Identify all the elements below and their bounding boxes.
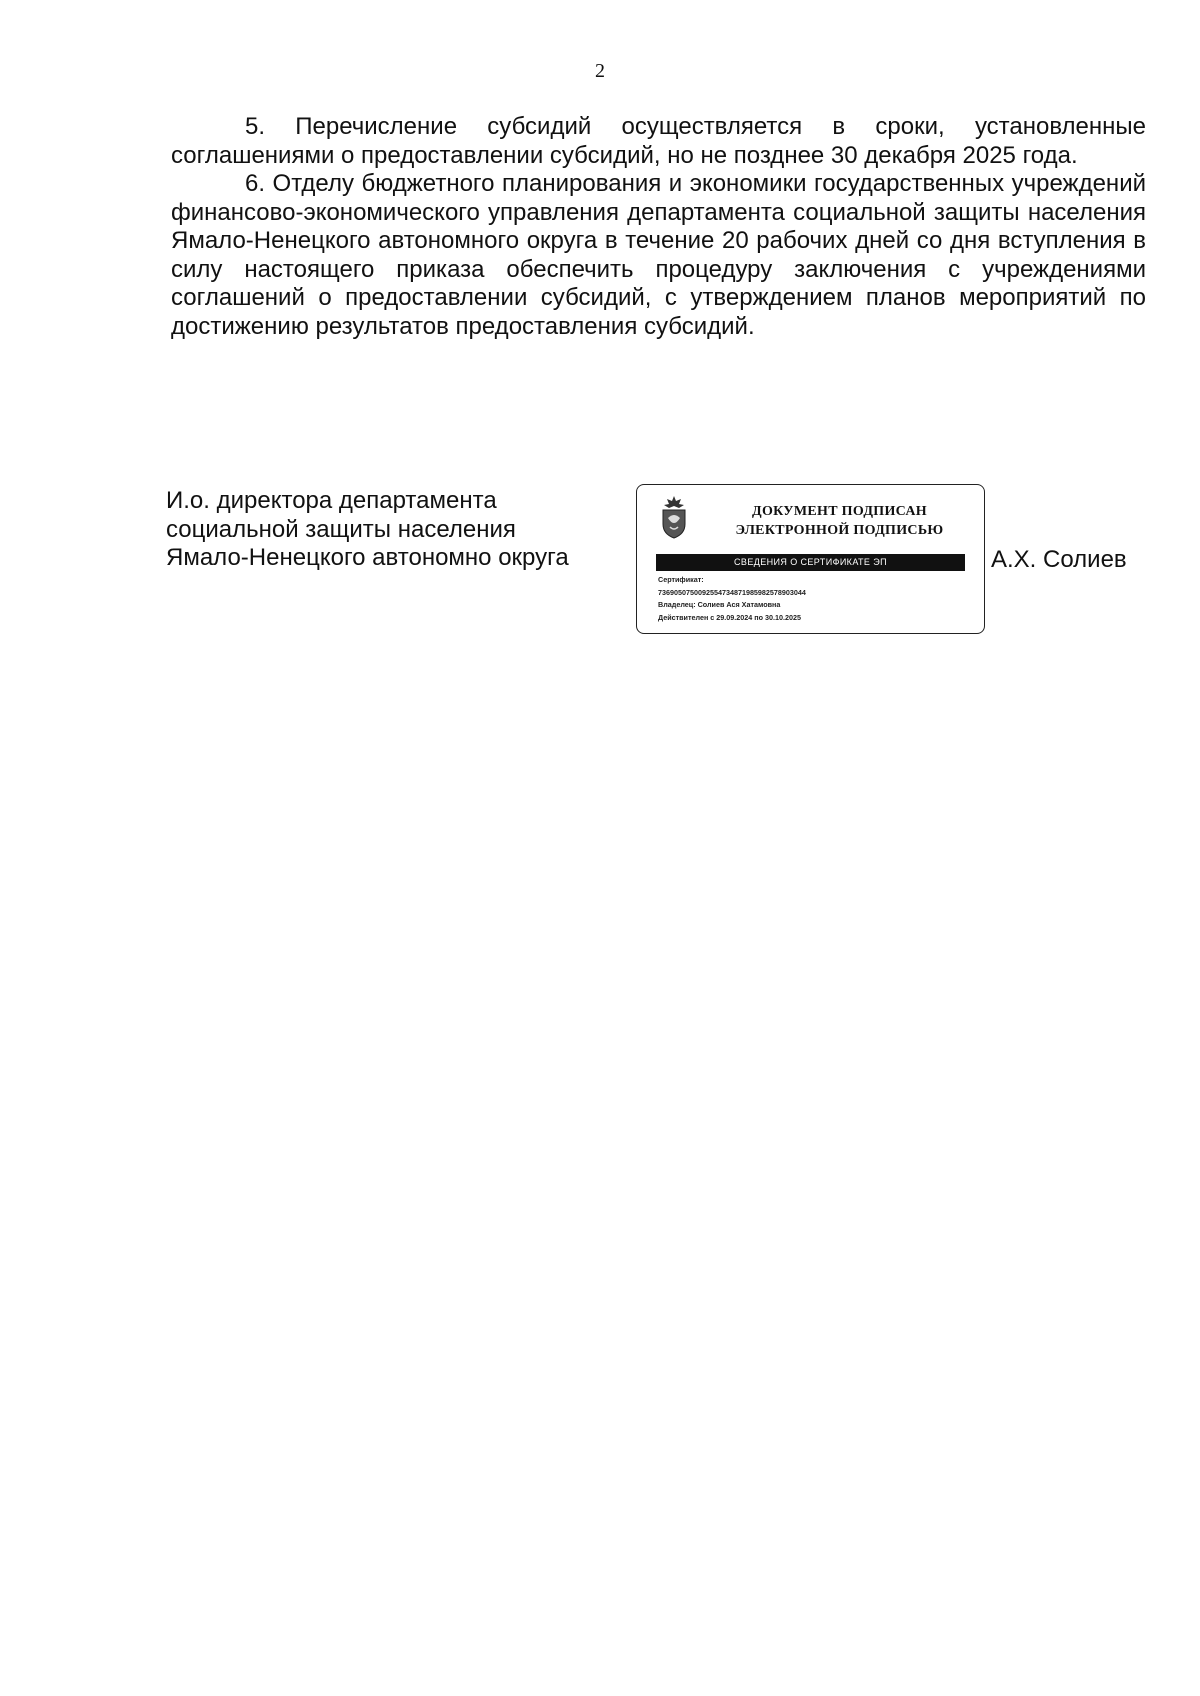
certificate-details (658, 574, 978, 624)
paragraph-5: 5. Перечисление субсидий осуществляется в сроки, установленные соглашениями о предоставлении субсидий, но не позднее 30 декабря 2025 года. (171, 113, 1146, 169)
coat-of-arms-icon (659, 494, 689, 540)
certificate-validity: Действителен с 29.09.2024 по 30.10.2025 (658, 612, 801, 622)
signatory-line-2: социальной защиты населения (166, 515, 516, 543)
certificate-number: 7369050750092554734871985982578903044 (658, 587, 806, 597)
signatory-line-1: И.о. директора департамента (166, 487, 497, 514)
page-number: 2 (595, 60, 605, 82)
certificate-header: СВЕДЕНИЯ О СЕРТИФИКАТЕ ЭП (656, 554, 965, 571)
signatory-line-3: Ямало-Ненецкого автономно округа (166, 544, 569, 571)
electronic-signature-stamp (636, 484, 985, 634)
stamp-title-line-1: ДОКУМЕНТ ПОДПИСАН (752, 504, 927, 519)
stamp-title-line-2: ЭЛЕКТРОННОЙ ПОДПИСЬЮ (735, 523, 944, 538)
signatory-position (166, 487, 636, 573)
certificate-owner: Владелец: Солиев Ася Хатамовна (658, 600, 781, 609)
document-body (171, 113, 1146, 341)
paragraph-6: 6. Отделу бюджетного планирования и экономики государственных учреждений финансово-экономического управления департамента социальной защиты населения Ямало-Ненецкого автономного округа в течение 20 рабочих дней со дня вступления в силу настоящего приказа обеспечить процедуру заключения с учреждениями соглашений о предоставлении субсидий, с утверждением планов мероприятий по достижению результатов предоставления субсидий. (171, 170, 1146, 340)
stamp-title (707, 502, 972, 540)
certificate-label: Сертификат: (658, 575, 704, 584)
signer-name: А.Х. Солиев (991, 546, 1127, 573)
